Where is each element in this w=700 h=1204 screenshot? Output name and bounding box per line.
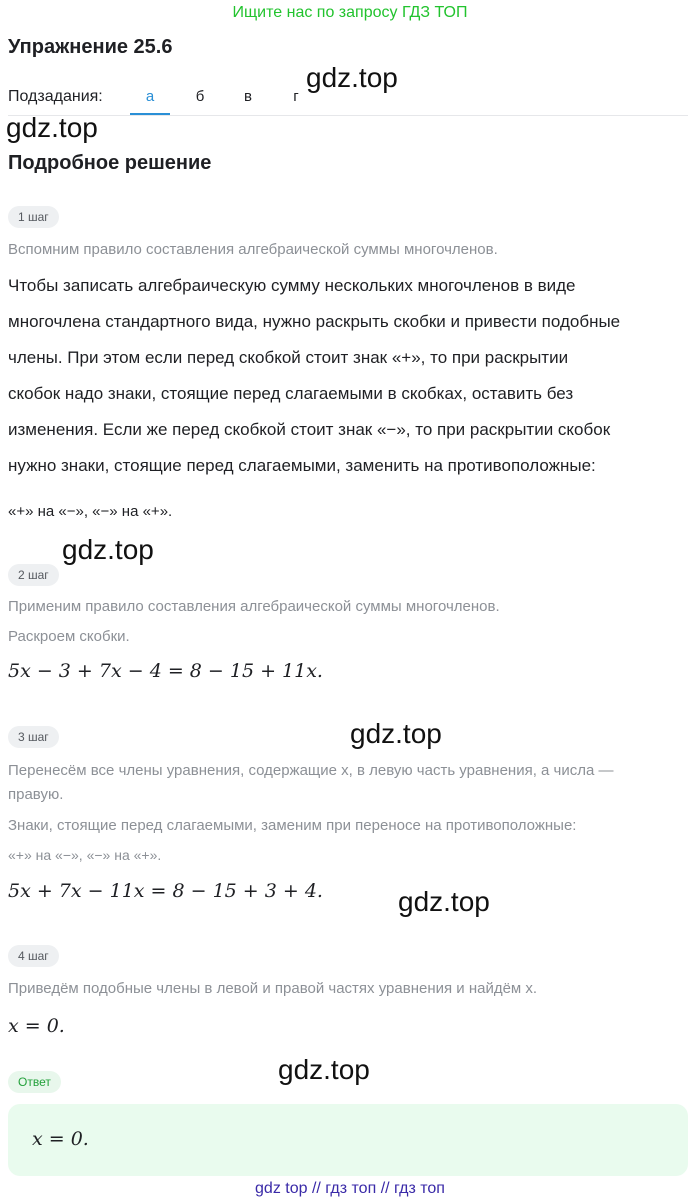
step-text-line: изменения. Если же перед скобкой стоит знак «−», то при раскрытии скобок bbox=[8, 420, 611, 439]
step-text-line: Чтобы записать алгебраическую сумму нескольких многочленов в виде bbox=[8, 276, 576, 295]
subtasks-label: Подзадания: bbox=[8, 88, 103, 105]
tab-g[interactable]: г bbox=[293, 88, 299, 105]
watermark: gdz.top bbox=[306, 62, 398, 93]
step-text-line: скобок надо знаки, стоящие перед слагаемыми в скобках, оставить без bbox=[8, 384, 574, 403]
tab-a[interactable]: а bbox=[145, 88, 155, 105]
tab-b[interactable]: б bbox=[195, 88, 205, 105]
step-hint: Применим правило составления алгебраической суммы многочленов. bbox=[8, 598, 500, 615]
watermark: gdz.top bbox=[6, 112, 98, 143]
tabs-divider bbox=[8, 115, 688, 116]
footer-links[interactable]: gdz top // гдз топ // гдз топ bbox=[255, 1180, 445, 1197]
step-badge: 2 шаг bbox=[8, 564, 59, 586]
answer-formula: x = 0. bbox=[32, 1128, 89, 1150]
answer-box bbox=[8, 1104, 688, 1176]
step-hint: Раскроем скобки. bbox=[8, 628, 130, 645]
step-hint: Знаки, стоящие перед слагаемыми, заменим при переносе на противоположные: bbox=[8, 817, 577, 834]
watermark: gdz.top bbox=[398, 886, 490, 917]
watermark: gdz.top bbox=[62, 534, 154, 565]
section-title: Подробное решение bbox=[8, 152, 212, 174]
step-hint: Перенесём все члены уравнения, содержащие x, в левую часть уравнения, а числа — bbox=[8, 762, 614, 779]
answer-badge: Ответ bbox=[8, 1071, 61, 1093]
step-hint: Приведём подобные члены в левой и правой частях уравнения и найдём x. bbox=[8, 980, 538, 997]
step-badge: 4 шаг bbox=[8, 945, 59, 967]
step-badge: 3 шаг bbox=[8, 726, 59, 748]
step-badge: 1 шаг bbox=[8, 206, 59, 228]
watermark: gdz.top bbox=[278, 1054, 370, 1085]
step-hint: Вспомним правило составления алгебраической суммы многочленов. bbox=[8, 241, 498, 258]
step-text-line: многочлена стандартного вида, нужно раскрыть скобки и привести подобные bbox=[8, 312, 621, 331]
page-title: Упражнение 25.6 bbox=[8, 36, 173, 58]
formula: 5x + 7x − 11x = 8 − 15 + 3 + 4. bbox=[8, 880, 323, 902]
search-banner[interactable]: Ищите нас по запросу ГДЗ ТОП bbox=[232, 4, 468, 21]
step-hint: правую. bbox=[8, 786, 64, 803]
step-text-line: нужно знаки, стоящие перед слагаемыми, заменить на противоположные: bbox=[8, 456, 596, 475]
watermark: gdz.top bbox=[350, 718, 442, 749]
formula: 5x − 3 + 7x − 4 = 8 − 15 + 11x. bbox=[8, 660, 323, 682]
tab-v[interactable]: в bbox=[244, 88, 252, 105]
sign-rule: «+» на «−», «−» на «+». bbox=[8, 503, 173, 520]
formula: x = 0. bbox=[8, 1015, 65, 1037]
step-text-line: члены. При этом если перед скобкой стоит знак «+», то при раскрытии bbox=[8, 348, 569, 367]
sign-rule: «+» на «−», «−» на «+». bbox=[8, 847, 162, 863]
